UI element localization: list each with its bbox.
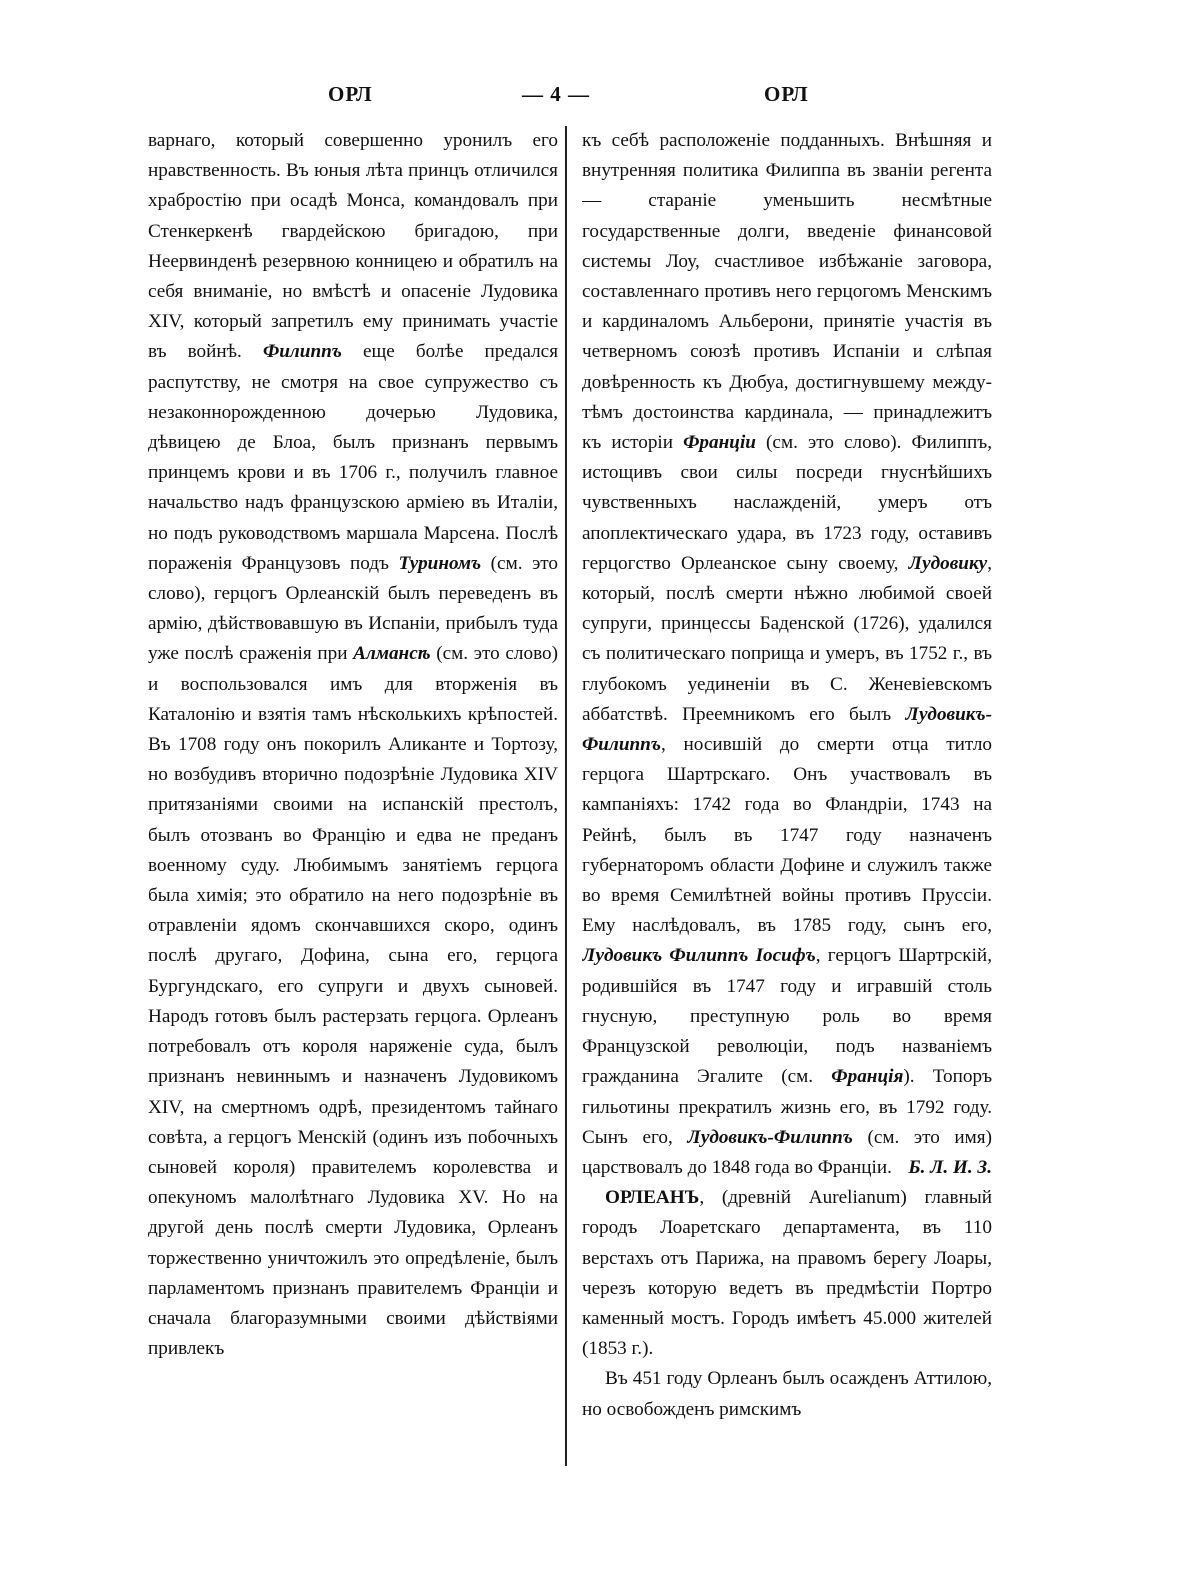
text-run: къ себѣ расположеніе подданныхъ. Внѣшняя и внутренняя политика Филиппа въ званіи регента — стараніе уменьшить несмѣтные государственные долги, введеніе финансовой системы Лоу, счастливое избѣжаніе заговора, составленнаго противъ него герцогомъ Менскимъ и кардиналомъ Альберони, принятіе участія въ четверномъ союзѣ противъ Испаніи и слѣпая довѣренность къ Дюбуа, достигнувшему между-тѣмъ достоинства кардинала, — принадлежитъ къ исторіи: [582, 130, 992, 454]
text-run: (см. это имя) царствовалъ до 1848 года во Франціи.: [582, 1126, 992, 1178]
text-run: Въ 451 году Орлеанъ былъ осажденъ Аттилою, но освобожденъ римскимъ: [582, 1368, 992, 1420]
entry-headword-orleans: ОРЛЕАНЪ: [605, 1187, 700, 1209]
italic-ref-almansa: Алмансѣ: [353, 643, 431, 665]
right-text-column: [582, 126, 992, 1471]
text-run: , герцогъ Шартрскій, родившійся въ 1747 году и игравшій столь гнусную, преступную роль во время Французской революціи, подъ названіемъ гражданина Эгалите (см.: [582, 945, 992, 1088]
text-run: (см. это слово) и воспользовался имъ для вторженія въ Каталонію и взятія тамъ нѣсколькихъ крѣпостей. Въ 1708 году онъ покорилъ Аликанте и Тортозу, но возбудивъ вторично подозрѣніе Лудовика XIV притязаніями своими на испанскій престолъ, былъ отозванъ во Францію и едва не преданъ военному суду. Любимымъ занятіемъ герцога была химія; это обратило на него подозрѣніе въ отравленіи ядомъ скончавшихся скоро, одинъ послѣ другаго, Дофина, сына его, герцога Бургундскаго, его супруги и двухъ сыновей. Народъ готовъ былъ растерзать герцога. Орлеанъ потребовалъ отъ короля наряженіе суда, былъ признанъ невиннымъ и назначенъ Лудовикомъ XIV, на смертномъ одрѣ, президентомъ тайнаго совѣта, а герцогъ Менскій (одинъ изъ побочныхъ сыновей короля) правителемъ королевства и опекуномъ малолѣтнаго Лудовика XV. Но на другой день послѣ смерти Лудовика, Орлеанъ торжественно уничтожилъ это опредѣленіе, былъ парламентомъ признанъ правителемъ Франціи и сначала благоразумными своими дѣйствіями привлекъ: [148, 643, 558, 1360]
text-run: еще болѣе предался распутству, не смотря на свое супружество съ незаконнорожденною дочерью Лудовика, дѣвицею де Блоа, былъ признанъ первымъ принцемъ крови и въ 1706 г., получилъ главное начальство надъ французскою арміею въ Италіи, но подъ руководствомъ маршала Марсена. Послѣ пораженія Французовъ подъ: [148, 341, 558, 574]
italic-ref-france-2: Франція: [831, 1066, 904, 1088]
text-run: , который, послѣ смерти нѣжно любимой своей супруги, принцессы Баденской (1726), удалился съ политическаго поприща и умеръ, въ 1752 г., въ глубокомъ уединеніи въ С. Женевіевскомъ аббатствѣ. Преемникомъ его былъ: [582, 552, 992, 725]
header-right-keyword: ОРЛ: [764, 82, 809, 106]
text-run: ). Топоръ гильотины прекратилъ жизнь его, въ 1792 году. Сынъ его,: [582, 1066, 992, 1148]
left-paragraph-1: [148, 126, 558, 1364]
header-left-keyword: ОРЛ: [328, 82, 373, 106]
author-signature: Б. Л. И. З.: [908, 1156, 992, 1178]
italic-ref-france: Франціи: [683, 432, 756, 454]
text-run: (см. это слово). Филиппъ, истощивъ свои силы посреди гнуснѣйшихъ чувственныхъ наслажденій, умеръ отъ апоплектическаго удара, въ 1723 году, оставивъ герцогство Орлеанское сыну своему,: [582, 432, 992, 574]
page-number: — 4 —: [522, 82, 590, 106]
italic-name-philipp: Филиппъ: [262, 341, 342, 363]
text-run: варнаго, который совершенно уронилъ его нравственность. Въ юныя лѣта принцъ отличился храбростію при осадѣ Монса, командовалъ при Стенкеркенѣ гвардейскою бригадою, при Неервинденѣ резервною конницею и обратилъ на себя вниманіе, но вмѣстѣ и опасеніе Лудовика XIV, который запретилъ ему принимать участіе въ войнѣ.: [148, 130, 558, 363]
text-run: , носившій до смерти отца титло герцога Шартрскаго. Онъ участвовалъ въ кампаніяхъ: 1742 года во Фландріи, 1743 на Рейнѣ, былъ въ 1747 году назначенъ губернаторомъ области Дофине и служилъ также во время Семилѣтней войны противъ Пруссіи. Ему наслѣдовалъ, въ 1785 году, сынъ его,: [582, 734, 992, 937]
right-paragraph-1: [582, 126, 992, 1183]
column-divider: [565, 126, 567, 1466]
left-text-column: [148, 126, 558, 1471]
italic-name-ludovik: Лудовику: [908, 552, 988, 574]
text-run: (см. это слово), герцогъ Орлеанскій былъ переведенъ въ армію, дѣйствовавшую въ Испаніи, прибылъ туда уже послѣ сраженія при: [148, 552, 558, 665]
italic-name-ludovik-philipp: Лудовикъ-Филиппъ: [582, 703, 992, 756]
italic-name-ludovik-philipp-iosif: Лудовикъ Филиппъ Іосифъ: [582, 945, 816, 967]
italic-name-ludovik-philipp-2: Лудовикъ-Филиппъ: [687, 1126, 853, 1148]
right-paragraph-3: [582, 1364, 992, 1424]
italic-ref-turin: Туриномъ: [398, 552, 482, 574]
right-paragraph-orleans: [582, 1183, 992, 1364]
text-run: , (древній Aurelianum) главный городъ Лоаретскаго департамента, въ 110 верстахъ отъ Парижа, на правомъ берегу Лоары, черезъ которую ведетъ въ предмѣстіи Портро каменный мостъ. Городъ имѣетъ 45.000 жителей (1853 г.).: [582, 1187, 992, 1360]
running-header: [0, 82, 1191, 122]
